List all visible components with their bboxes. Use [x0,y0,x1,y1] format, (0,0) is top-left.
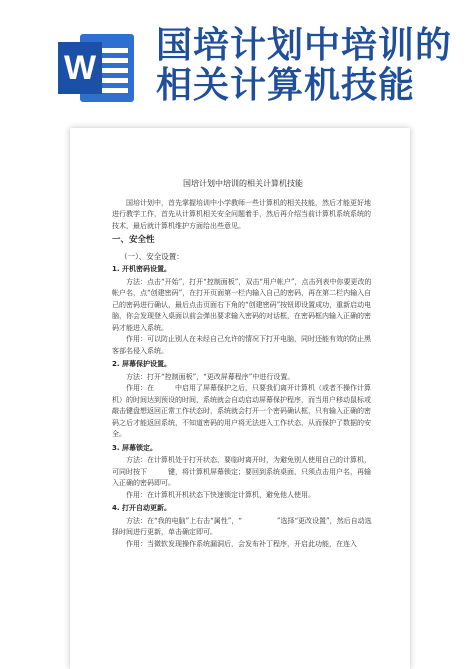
word-icon-line [98,78,128,83]
document-page-preview[interactable] [70,128,410,669]
item-paragraph: 方法：在计算机处于打开状态，要临时离开时，为避免别人使用自己的计算机，可同时按下 键，将计算机屏幕锁定；要回到系统桌面，只须点击用户名，再输入正确的密码即可。 [112,456,371,487]
word-icon-line [98,88,128,93]
word-icon-line [98,68,128,73]
item-heading: 3. 屏幕锁定。 [112,443,157,452]
item-paragraph: 作用：可以防止别人在未经自己允许的情况下打开电脑，同时还能有效的防止黑客部名侵入系统。 [112,335,371,355]
item-heading: 2. 屏幕保护设置。 [112,360,171,368]
page-title-line-2: 相关计算机技能 [156,65,416,106]
word-icon-line [98,48,128,53]
item-paragraph: 方法：打开“控制面板”，“更改屏幕程序”中进行设置。 [126,372,295,381]
section-heading: 一、安全性 [112,235,155,245]
document-title: 国培计划中培训的相关计算机技能 [183,179,303,188]
word-icon-letter: W [58,42,102,94]
item-heading: 4. 打开自动更新。 [112,504,171,512]
header-banner [0,0,474,120]
item-paragraph: 作用：在 中启用了屏幕保护之后，只要我们离开计算机（或者不操作计算机）的时间达到预设的时间，系统就会自动启动屏幕保护程序，而当用户移动鼠标或敲击键盘想返回正常工作状态时，系统就会打开一个密码确认框，只有输入正确的密码之后才能返回系统，不知道密码的用户将无法进入工作状态，从而保护了数据的安全。 [112,384,371,438]
intro-paragraph: 国培计划中，首先掌握培训中小学教师一些计算机的相关技能，然后才能更好地进行教学工作，首先从计算机相关安全问题着手，然后再介绍当前计算机系统系统的技术，最后就计算机维护方面给出些意见。 [112,198,371,230]
word-icon-line [98,58,128,63]
item-paragraph: 作用：当微软发现操作系统漏洞后，会发布补丁程序，开启此功能，在连入 [126,539,357,548]
word-document-icon [58,30,136,106]
page-title-line-1: 国培计划中培训的 [156,25,453,66]
document-content [112,178,374,550]
item-heading: 1. 开机密码设置。 [112,265,171,273]
item-paragraph: 作用：在计算机开机状态下快速锁定计算机，避免他人使用。 [126,490,315,499]
item-paragraph: 方法：在“我的电脑”上右击“属性”，“ ”选择“更改设置”，然后自动选择时间进行更新，单击确定即可。 [112,516,372,536]
subsection-heading: （一）、安全设置： [120,251,184,261]
item-paragraph: 方法：点击“开始”，打开“控制面板”，双击“用户帐户”，点击列表中你要更改的帐户名，点“创建密码”，在打开页面第一栏内输入自己的密码，再在第二栏内输入自己的密码进行确认，最后点击页面右下角的“创建密码”按钮即设置成功，重新启动电脑，你会发现登入桌面以前会弹出要求输入密码的对话框，在密码框内输入正确的密码才能进入系统。 [112,277,372,332]
